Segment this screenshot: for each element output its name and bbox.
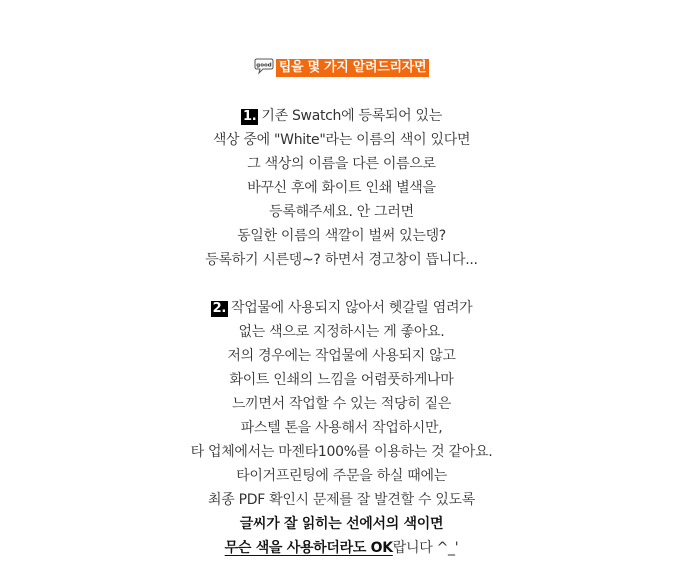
tip2-line-8: 타이거프린팅에 주문을 하실 때에는	[236, 468, 447, 484]
tip1-line-4: 바꾸신 후에 화이트 인쇄 별색을	[247, 180, 436, 196]
tip2-last-line	[0, 538, 683, 558]
tip2-last-line-bold: 무슨 색을 사용하더라도 OK	[224, 540, 393, 556]
tip2-line-9: 최종 PDF 확인시 문제를 잘 발견할 수 있도록	[207, 492, 475, 508]
tip2-line-7: 타 업체에서는 마젠타100%를 이용하는 것 같아요.	[190, 444, 493, 460]
tip2-line-4: 화이트 인쇄의 느낌을 어렴풋하게나마	[229, 372, 454, 388]
tip1-number: 1.	[242, 109, 257, 124]
tip2-bold-line: 글씨가 잘 읽히는 선에서의 색이면	[239, 516, 444, 532]
tip1-line-5: 등록해주세요. 안 그러면	[269, 204, 414, 220]
tip2-line-1-text: 작업물에 사용되지 않아서 헷갈릴 염려가	[230, 300, 473, 316]
tips-heading-row	[0, 56, 683, 78]
tip1-line-6: 동일한 이름의 색깔이 벌써 있는뎅?	[237, 228, 446, 244]
good-speech-bubble-icon	[254, 57, 274, 75]
tip2-last-line-rest: 랍니다 ^_'	[392, 540, 459, 556]
tip1-line-7: 등록하기 시른뎅~? 하면서 경고창이 뜹니다...	[205, 252, 478, 268]
tip1-line-3: 그 색상의 이름을 다른 이름으로	[247, 156, 436, 172]
tip2-line-2: 없는 색으로 지정하시는 게 좋아요.	[238, 324, 445, 340]
tip2-line-6: 파스텔 톤을 사용해서 작업하시만,	[240, 420, 443, 436]
tip1-line-1	[0, 106, 683, 126]
tip2-line-1	[0, 298, 683, 318]
svg-text:good: good	[256, 62, 272, 68]
tip1-line-1-text: 기존 Swatch에 등록되어 있는	[261, 108, 443, 124]
tip1-line-2: 색상 중에 "White"라는 이름의 색이 있다면	[212, 132, 471, 148]
tips-heading: 팁을 몇 가지 알려드리자면	[276, 59, 430, 77]
tip2-line-3: 저의 경우에는 작업물에 사용되지 않고	[227, 348, 456, 364]
tip2-line-5: 느끼면서 작업할 수 있는 적당히 짙은	[231, 396, 452, 412]
tip2-number: 2.	[212, 301, 226, 316]
